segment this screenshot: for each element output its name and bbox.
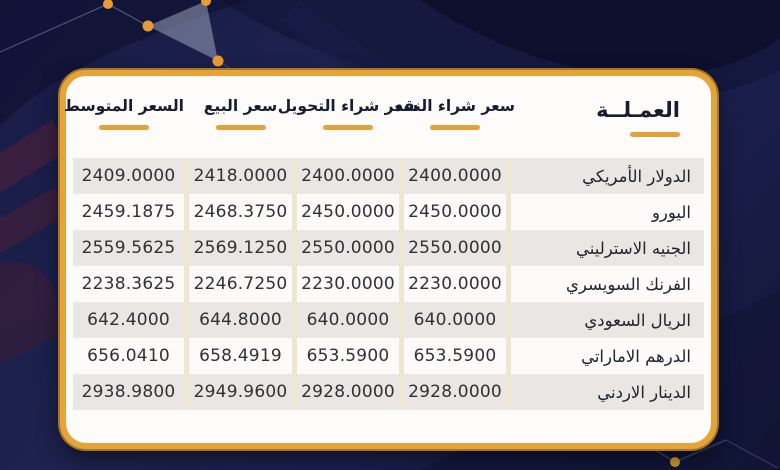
header-currency-label: العمـلــة [596, 98, 680, 122]
sell-cell: 658.4919 [189, 338, 292, 374]
transfer-buy-cell: 2928.0000 [297, 374, 399, 410]
average-cell: 2459.1875 [73, 194, 184, 230]
gold-underline [216, 125, 266, 130]
gold-underline [630, 132, 680, 137]
transfer-buy-cell: 2550.0000 [297, 230, 399, 266]
currency-name-cell: الفرنك السويسري [511, 266, 704, 302]
exchange-rate-card [60, 70, 717, 449]
header-transfer-buy [277, 96, 419, 137]
constellation-dot [143, 21, 154, 32]
cash-buy-cell: 2550.0000 [404, 230, 506, 266]
average-cell: 2238.3625 [73, 266, 184, 302]
gold-underline [99, 125, 149, 130]
header-sell-label: سعر البيع [203, 97, 278, 115]
average-cell: 2409.0000 [73, 158, 184, 194]
gold-underline [323, 125, 373, 130]
header-sell [189, 96, 292, 137]
currency-name-cell: الدولار الأمريكي [511, 158, 704, 194]
average-cell: 656.0410 [73, 338, 184, 374]
table-row [73, 302, 704, 338]
cash-buy-cell: 2230.0000 [404, 266, 506, 302]
header-transfer-buy-label: سعر شراء التحويل [277, 97, 419, 115]
currency-name-cell: الدينار الاردني [511, 374, 704, 410]
cash-buy-cell: 2928.0000 [404, 374, 506, 410]
gold-underline [430, 125, 480, 130]
table-row [73, 230, 704, 266]
table-header-row [63, 96, 704, 137]
average-cell: 642.4000 [73, 302, 184, 338]
header-cash-buy-label: سعر شراء النقد [394, 97, 516, 115]
cash-buy-cell: 653.5900 [404, 338, 506, 374]
header-average-label: السعر المتوسط [63, 97, 184, 115]
cash-buy-cell: 640.0000 [404, 302, 506, 338]
table-row [73, 158, 704, 194]
average-cell: 2559.5625 [73, 230, 184, 266]
currency-name-cell: الريال السعودي [511, 302, 704, 338]
sell-cell: 2468.3750 [189, 194, 292, 230]
header-average [64, 96, 184, 137]
table-row [73, 194, 704, 230]
sell-cell: 2246.7250 [189, 266, 292, 302]
currency-name-cell: الجنيه الاسترليني [511, 230, 704, 266]
header-cash-buy [394, 96, 516, 137]
transfer-buy-cell: 2400.0000 [297, 158, 399, 194]
transfer-buy-cell: 653.5900 [297, 338, 399, 374]
average-cell: 2938.9800 [73, 374, 184, 410]
currency-name-cell: الدرهم الاماراتي [511, 338, 704, 374]
table-row [73, 266, 704, 302]
transfer-buy-cell: 640.0000 [297, 302, 399, 338]
cash-buy-cell: 2450.0000 [404, 194, 506, 230]
transfer-buy-cell: 2450.0000 [297, 194, 399, 230]
constellation-dot [213, 56, 224, 67]
constellation-dot [670, 457, 680, 467]
currency-name-cell: اليورو [511, 194, 704, 230]
table-row [73, 338, 704, 374]
sell-cell: 644.8000 [189, 302, 292, 338]
sell-cell: 2569.1250 [189, 230, 292, 266]
transfer-buy-cell: 2230.0000 [297, 266, 399, 302]
cash-buy-cell: 2400.0000 [404, 158, 506, 194]
sell-cell: 2418.0000 [189, 158, 292, 194]
table-row [73, 374, 704, 410]
table-body [73, 158, 704, 410]
header-currency [511, 96, 704, 137]
sell-cell: 2949.9600 [189, 374, 292, 410]
